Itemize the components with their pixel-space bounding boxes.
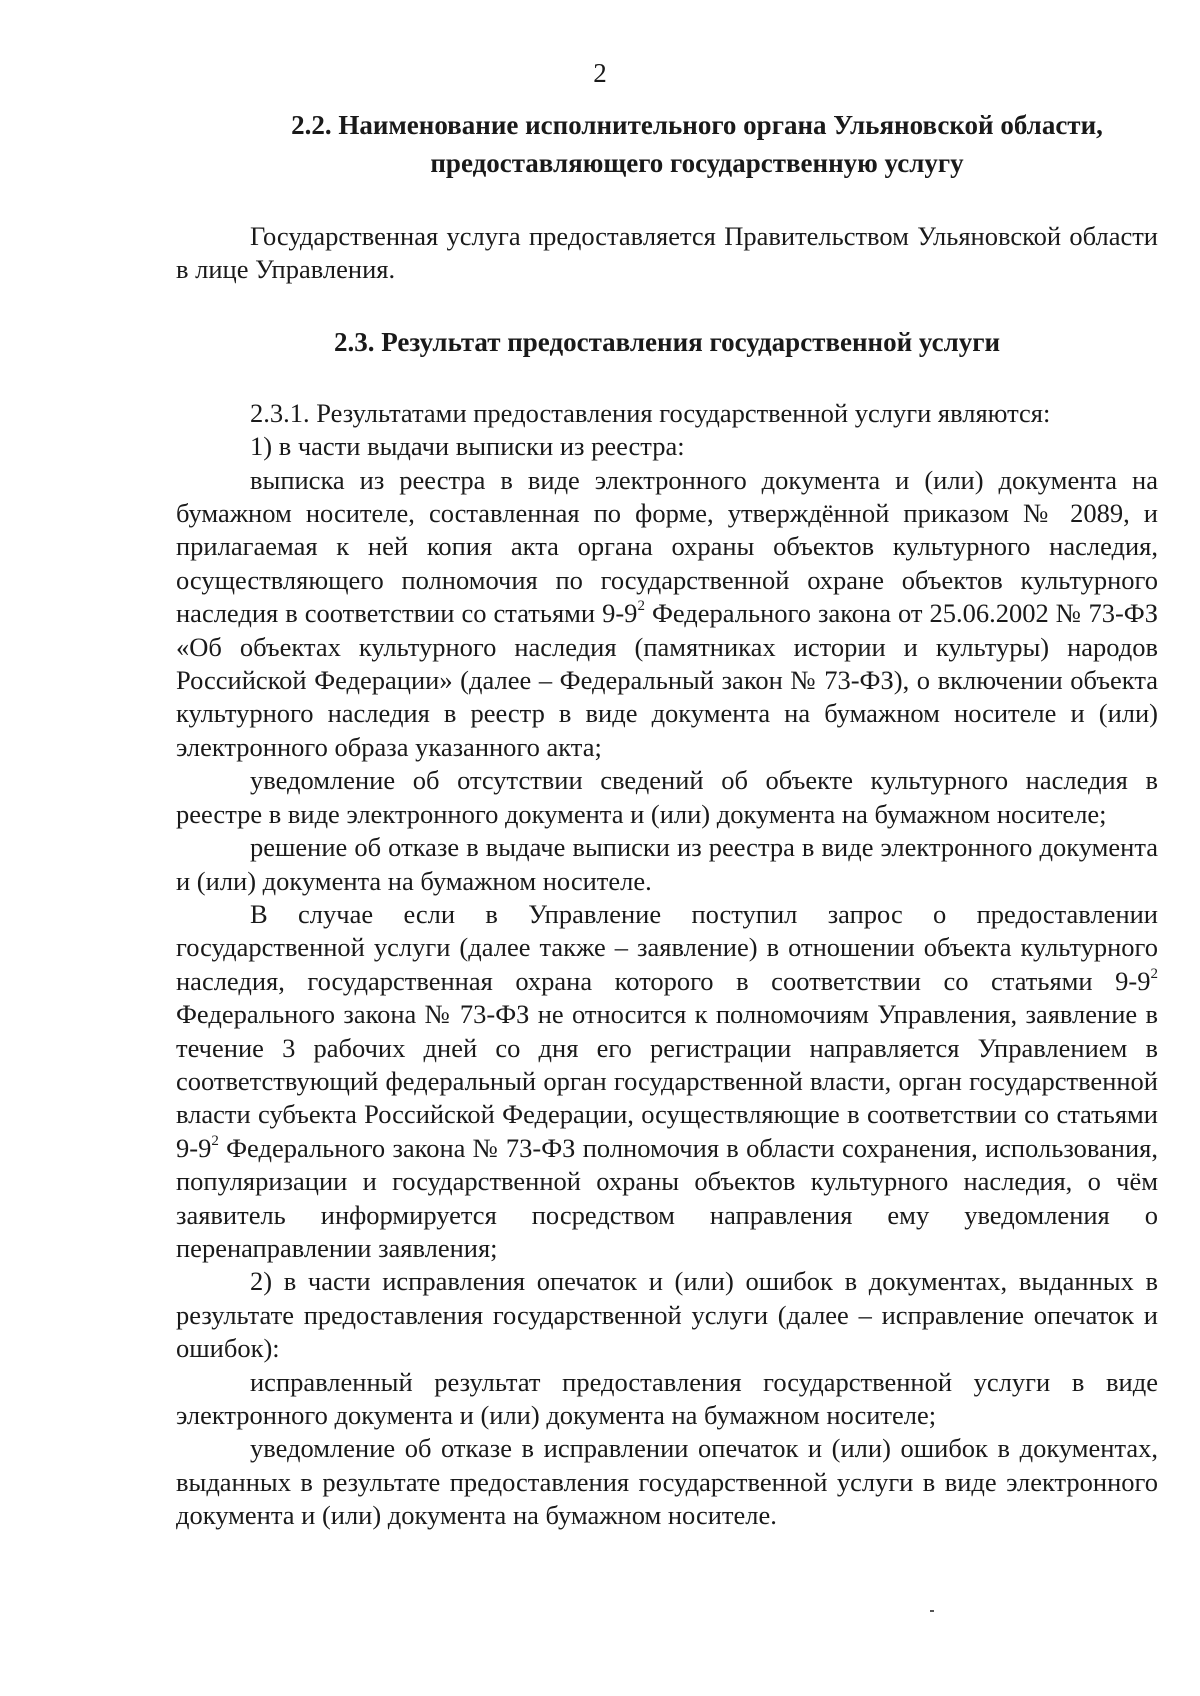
section-2-2-heading-line1: 2.2. Наименование исполнительного органа Ульяновской области, <box>291 110 1103 140</box>
section-2-2-paragraph: Государственная услуга предоставляется Правительством Ульяновской области в лице Управления. <box>176 221 1158 285</box>
section-2-2-heading-line2: предоставляющего государственную услугу <box>430 148 964 178</box>
paragraph-notice-absence: уведомление об отсутствии сведений об объекте культурного наследия в реестре в виде электронного документа и (или) документа на бумажном носителе; <box>176 765 1158 829</box>
paragraph-extract-part1: выписка из реестра в виде электронного документа и (или) документа на бумажном носителе, составленная по форме, утверждённой приказом № 2089, и прилагаемая к ней копия акта органа охраны объектов культурного наследия, осуществляющего полномочия по государственной охране объектов культурного наследия в соответствии со статьями 9-9 <box>176 464 1158 629</box>
section-2-2-heading <box>206 106 1188 182</box>
scan-speck <box>930 1610 934 1612</box>
paragraph-2-3-1: 2.3.1. Результатами предоставления государственной услуги являются: <box>250 397 1051 428</box>
paragraph-redirect-part3: Федерального закона № 73-ФЗ полномочия в области сохранения, использования, популяризации и государственной охраны объектов культурного наследия, о чём заявитель информируется посредством направления ему уведомления о перенаправлении заявления; <box>176 1132 1158 1263</box>
superscript: 2 <box>211 1132 219 1149</box>
document-body <box>176 106 1158 1533</box>
paragraph-item-1: 1) в части выдачи выписки из реестра: <box>250 431 685 462</box>
paragraph-corrected-result: исправленный результат предоставления государственной услуги в виде электронного документа и (или) документа на бумажном носителе; <box>176 1366 1158 1430</box>
superscript: 2 <box>1150 965 1158 982</box>
paragraph-extract <box>176 464 1158 765</box>
page-number: 2 <box>593 58 607 88</box>
paragraph-redirect-part1: В случае если в Управление поступил запрос о предоставлении государственной услуги (далее также – заявление) в отношении объекта культурного наследия, государственная охрана которого в соответствии со статьями 9-9 <box>176 898 1158 996</box>
paragraph-redirect-case <box>176 898 1158 1265</box>
section-2-3-heading: 2.3. Результат предоставления государственной услуги <box>333 326 1001 357</box>
paragraph-item-2: 2) в части исправления опечаток и (или) ошибок в документах, выданных в результате предоставления государственной услуги (далее – исправление опечаток и ошибок): <box>176 1266 1158 1364</box>
superscript: 2 <box>637 598 645 615</box>
paragraph-redirect-part2: Федерального закона № 73-ФЗ не относится к полномочиям Управления, заявление в течение 3 рабочих дней со дня его регистрации направляется Управлением в соответствующий федеральный орган государственной власти, орган государственной власти субъекта Российской Федерации, осуществляющие в соответствии со статьями 9-9 <box>176 999 1158 1163</box>
paragraph-refusal-decision: решение об отказе в выдаче выписки из реестра в виде электронного документа и (или) документа на бумажном носителе. <box>176 832 1158 896</box>
paragraph-extract-part2: Федерального закона от 25.06.2002 № 73-ФЗ «Об объектах культурного наследия (памятниках истории и культуры) народов Российской Федерации» (далее – Федеральный закон № 73-ФЗ), о включении объекта культурного наследия в реестр в виде документа на бумажном носителе и (или) электронного образа указанного акта; <box>176 598 1158 762</box>
paragraph-refusal-correction: уведомление об отказе в исправлении опечаток и (или) ошибок в документах, выданных в результате предоставления государственной услуги в виде электронного документа и (или) документа на бумажном носителе. <box>176 1433 1158 1531</box>
